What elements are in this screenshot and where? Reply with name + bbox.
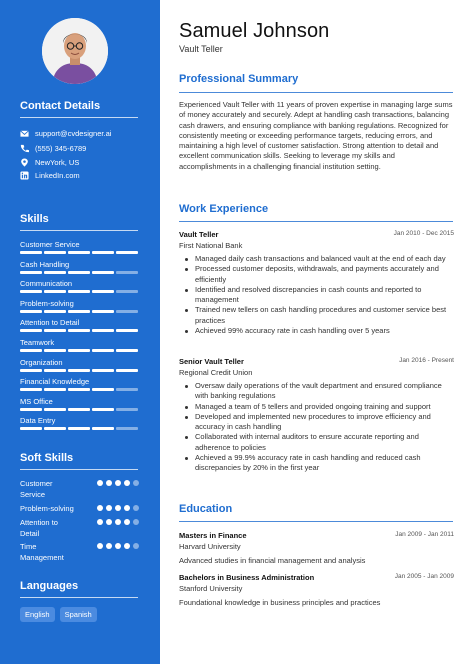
job-bullet: Trained new tellers on cash handling procedures and customer service best practices bbox=[179, 305, 454, 326]
skill-level-segment bbox=[92, 271, 114, 274]
degree-dates: Jan 2009 - Jan 2011 bbox=[395, 531, 454, 538]
soft-skill-item bbox=[20, 541, 138, 567]
sidebar bbox=[0, 0, 160, 664]
skill-level-segment bbox=[44, 271, 66, 274]
rating-dot bbox=[124, 543, 130, 549]
job-bullet: Managed a team of 5 tellers and provided ongoing training and support bbox=[179, 402, 454, 412]
job-dates: Jan 2010 - Dec 2015 bbox=[393, 230, 454, 237]
soft-skill-item bbox=[20, 517, 138, 543]
rating-dot bbox=[124, 480, 130, 486]
languages-title: Languages bbox=[20, 580, 79, 592]
contact-phone-text: (555) 345-6789 bbox=[35, 143, 87, 153]
skill-item bbox=[20, 397, 138, 411]
skill-item bbox=[20, 299, 138, 313]
skill-label: Customer Service bbox=[20, 240, 80, 249]
skill-item bbox=[20, 377, 138, 391]
contact-location bbox=[20, 156, 79, 168]
contact-linkedin-text: LinkedIn.com bbox=[35, 170, 80, 180]
job-title: Vault Teller bbox=[179, 230, 219, 239]
rating-dot bbox=[106, 505, 112, 511]
school-name: Stanford University bbox=[179, 584, 243, 593]
skill-level-segment bbox=[20, 408, 42, 411]
skill-level-segment bbox=[92, 310, 114, 313]
soft-skill-label-line: Detail bbox=[20, 529, 40, 538]
degree-description: Foundational knowledge in business principles and practices bbox=[179, 598, 381, 607]
divider bbox=[20, 117, 138, 118]
skill-level-segment bbox=[92, 408, 114, 411]
skill-level-segment bbox=[68, 388, 90, 391]
skill-label: Teamwork bbox=[20, 338, 55, 347]
skill-level-segment bbox=[20, 310, 42, 313]
soft-skill-label bbox=[20, 503, 90, 514]
education-title: Education bbox=[179, 503, 233, 515]
rating-dot bbox=[106, 519, 112, 525]
job-bullet: Achieved 99% accuracy rate in cash handling over 5 years bbox=[179, 326, 454, 336]
phone-icon bbox=[20, 144, 29, 153]
contact-email-text: support@cvdesigner.ai bbox=[35, 128, 112, 138]
job-bullet: Managed daily cash transactions and balanced vault at the end of each day bbox=[179, 254, 454, 264]
skill-level-bar bbox=[20, 271, 138, 274]
skill-level-segment bbox=[68, 408, 90, 411]
skill-label: MS Office bbox=[20, 396, 53, 406]
soft-skill-label bbox=[20, 541, 90, 563]
soft-skill-label-line: Attention to bbox=[20, 518, 58, 527]
skill-level-segment bbox=[68, 427, 90, 430]
degree-title: Bachelors in Business Administration bbox=[179, 573, 315, 582]
contact-phone[interactable] bbox=[20, 142, 86, 154]
skill-level-segment bbox=[116, 271, 138, 274]
contact-email[interactable] bbox=[20, 127, 111, 139]
rating-dot bbox=[115, 519, 121, 525]
job-bullet: Developed and implemented new procedures to improve efficiency and accuracy in cash handling bbox=[179, 412, 454, 433]
skill-item bbox=[20, 416, 138, 430]
contact-location-text: NewYork, US bbox=[35, 157, 80, 167]
skill-level-segment bbox=[44, 369, 66, 372]
skill-level-segment bbox=[20, 329, 42, 332]
linkedin-icon bbox=[20, 171, 29, 180]
skill-level-segment bbox=[116, 310, 138, 313]
rating-dot bbox=[97, 480, 103, 486]
skill-item bbox=[20, 279, 138, 293]
skill-level-bar bbox=[20, 251, 138, 254]
rating-dot bbox=[124, 505, 130, 511]
work-experience-title: Work Experience bbox=[179, 203, 269, 215]
language-badge: English bbox=[20, 607, 55, 622]
skill-level-segment bbox=[44, 290, 66, 293]
rating-dot bbox=[106, 480, 112, 486]
summary-title: Professional Summary bbox=[179, 73, 299, 85]
skill-level-bar bbox=[20, 290, 138, 293]
skill-level-bar bbox=[20, 310, 138, 313]
skill-level-segment bbox=[68, 310, 90, 313]
soft-skill-rating bbox=[97, 480, 141, 487]
skill-item bbox=[20, 358, 138, 372]
degree-dates: Jan 2005 - Jan 2009 bbox=[394, 573, 454, 580]
skill-level-segment bbox=[92, 369, 114, 372]
contact-details-title: Contact Details bbox=[20, 100, 101, 112]
skill-level-segment bbox=[116, 369, 138, 372]
skill-label: Problem-solving bbox=[20, 298, 74, 308]
rating-dot bbox=[97, 519, 103, 525]
skill-item bbox=[20, 260, 138, 274]
skill-level-segment bbox=[68, 369, 90, 372]
skill-level-segment bbox=[116, 408, 138, 411]
skill-level-segment bbox=[44, 427, 66, 430]
skill-level-bar bbox=[20, 369, 138, 372]
job-organization: Regional Credit Union bbox=[179, 368, 253, 377]
skill-level-segment bbox=[68, 251, 90, 254]
soft-skill-label-line: Customer bbox=[20, 479, 53, 488]
skill-label: Attention to Detail bbox=[20, 318, 80, 328]
rating-dot bbox=[133, 519, 139, 525]
job-bullets bbox=[179, 254, 454, 336]
soft-skill-label-line: Problem-solving bbox=[20, 504, 74, 513]
skill-level-segment bbox=[20, 427, 42, 430]
skill-level-segment bbox=[20, 290, 42, 293]
skill-level-segment bbox=[68, 290, 90, 293]
job-title: Senior Vault Teller bbox=[179, 357, 244, 366]
skill-label: Communication bbox=[20, 279, 73, 289]
candidate-role: Vault Teller bbox=[179, 44, 223, 54]
soft-skill-item bbox=[20, 478, 138, 504]
skill-item bbox=[20, 338, 138, 352]
rating-dot bbox=[133, 505, 139, 511]
soft-skill-rating bbox=[97, 519, 141, 526]
degree-title: Masters in Finance bbox=[179, 531, 247, 540]
rating-dot bbox=[115, 543, 121, 549]
skill-level-segment bbox=[68, 349, 90, 352]
skill-level-segment bbox=[116, 349, 138, 352]
skill-level-segment bbox=[20, 349, 42, 352]
skill-level-segment bbox=[44, 329, 66, 332]
job-dates: Jan 2016 - Present bbox=[399, 357, 454, 364]
skill-level-bar bbox=[20, 388, 138, 391]
rating-dot bbox=[124, 519, 130, 525]
divider bbox=[179, 92, 453, 93]
skill-level-segment bbox=[44, 408, 66, 411]
soft-skill-rating bbox=[97, 505, 141, 512]
divider bbox=[179, 521, 453, 522]
profile-photo bbox=[42, 18, 108, 84]
skill-level-segment bbox=[92, 251, 114, 254]
divider bbox=[20, 597, 138, 598]
language-badge: Spanish bbox=[60, 607, 97, 622]
skill-level-bar bbox=[20, 349, 138, 352]
job-bullet: Identified and resolved discrepancies in cash counts and reported to management bbox=[179, 285, 454, 306]
rating-dot bbox=[97, 543, 103, 549]
skill-level-segment bbox=[20, 388, 42, 391]
skill-level-segment bbox=[92, 290, 114, 293]
skill-level-segment bbox=[116, 388, 138, 391]
soft-skill-label-line: Time bbox=[20, 542, 37, 551]
skill-level-bar bbox=[20, 329, 138, 332]
skill-level-segment bbox=[44, 388, 66, 391]
rating-dot bbox=[106, 543, 112, 549]
job-bullet: Processed customer deposits, withdrawals, and payments accurately and efficiently bbox=[179, 264, 454, 285]
candidate-name: Samuel Johnson bbox=[179, 20, 330, 42]
soft-skill-label bbox=[20, 517, 90, 539]
soft-skill-label-line: Management bbox=[20, 553, 64, 562]
email-icon bbox=[20, 129, 29, 138]
skills-title: Skills bbox=[20, 213, 49, 225]
skill-level-segment bbox=[116, 251, 138, 254]
job-bullet: Collaborated with internal auditors to ensure accurate reporting and adherence to policies bbox=[179, 432, 454, 453]
skill-level-segment bbox=[92, 388, 114, 391]
skill-label: Data Entry bbox=[20, 416, 56, 426]
job-organization: First National Bank bbox=[179, 241, 243, 250]
rating-dot bbox=[115, 505, 121, 511]
skill-level-segment bbox=[20, 369, 42, 372]
skill-level-bar bbox=[20, 408, 138, 411]
soft-skill-label bbox=[20, 478, 90, 500]
skill-level-segment bbox=[44, 251, 66, 254]
skill-level-segment bbox=[92, 329, 114, 332]
rating-dot bbox=[133, 480, 139, 486]
rating-dot bbox=[133, 543, 139, 549]
skill-level-segment bbox=[116, 329, 138, 332]
skill-item bbox=[20, 240, 138, 254]
soft-skill-rating bbox=[97, 543, 141, 550]
rating-dot bbox=[115, 480, 121, 486]
divider bbox=[20, 469, 138, 470]
contact-linkedin[interactable] bbox=[20, 169, 80, 181]
skill-level-segment bbox=[44, 310, 66, 313]
rating-dot bbox=[97, 505, 103, 511]
degree-description: Advanced studies in financial management and analysis bbox=[179, 556, 366, 565]
skill-level-segment bbox=[92, 349, 114, 352]
skill-level-segment bbox=[92, 427, 114, 430]
school-name: Harvard University bbox=[179, 542, 241, 551]
job-bullet: Oversaw daily operations of the vault department and ensured compliance with banking regulations bbox=[179, 381, 454, 402]
job-bullet: Achieved a 99.9% accuracy rate in cash handling and reduced cash discrepancies by 20% in the first year bbox=[179, 453, 454, 474]
skill-label: Organization bbox=[20, 357, 63, 367]
soft-skills-title: Soft Skills bbox=[20, 452, 74, 464]
skill-label: Financial Knowledge bbox=[20, 377, 90, 387]
skill-level-bar bbox=[20, 427, 138, 430]
skill-item bbox=[20, 318, 138, 332]
skill-label: Cash Handling bbox=[20, 259, 70, 269]
summary-text: Experienced Vault Teller with 11 years of proven expertise in managing large sums of money accurately and securely. Adept at handling cash transactions, balancing cash drawers, and ensuring compliance with banking regulations. Recognized for consistently meeting or exceeding performance targets, reducing errors, and maintaining a high level of customer satisfaction. Strong attention to detail and excellent communication skills. Seeking to leverage my skills and accomplishments in a challenging financial institution setting. bbox=[179, 100, 453, 171]
skill-level-segment bbox=[20, 251, 42, 254]
divider bbox=[179, 221, 453, 222]
skill-level-segment bbox=[116, 427, 138, 430]
skill-level-segment bbox=[44, 349, 66, 352]
soft-skill-label-line: Service bbox=[20, 490, 46, 499]
skill-level-segment bbox=[20, 271, 42, 274]
divider bbox=[20, 230, 138, 231]
languages-list bbox=[20, 607, 97, 622]
job-bullets bbox=[179, 381, 454, 474]
location-icon bbox=[20, 158, 29, 167]
skill-level-segment bbox=[68, 271, 90, 274]
skill-level-segment bbox=[68, 329, 90, 332]
skill-level-segment bbox=[116, 290, 138, 293]
